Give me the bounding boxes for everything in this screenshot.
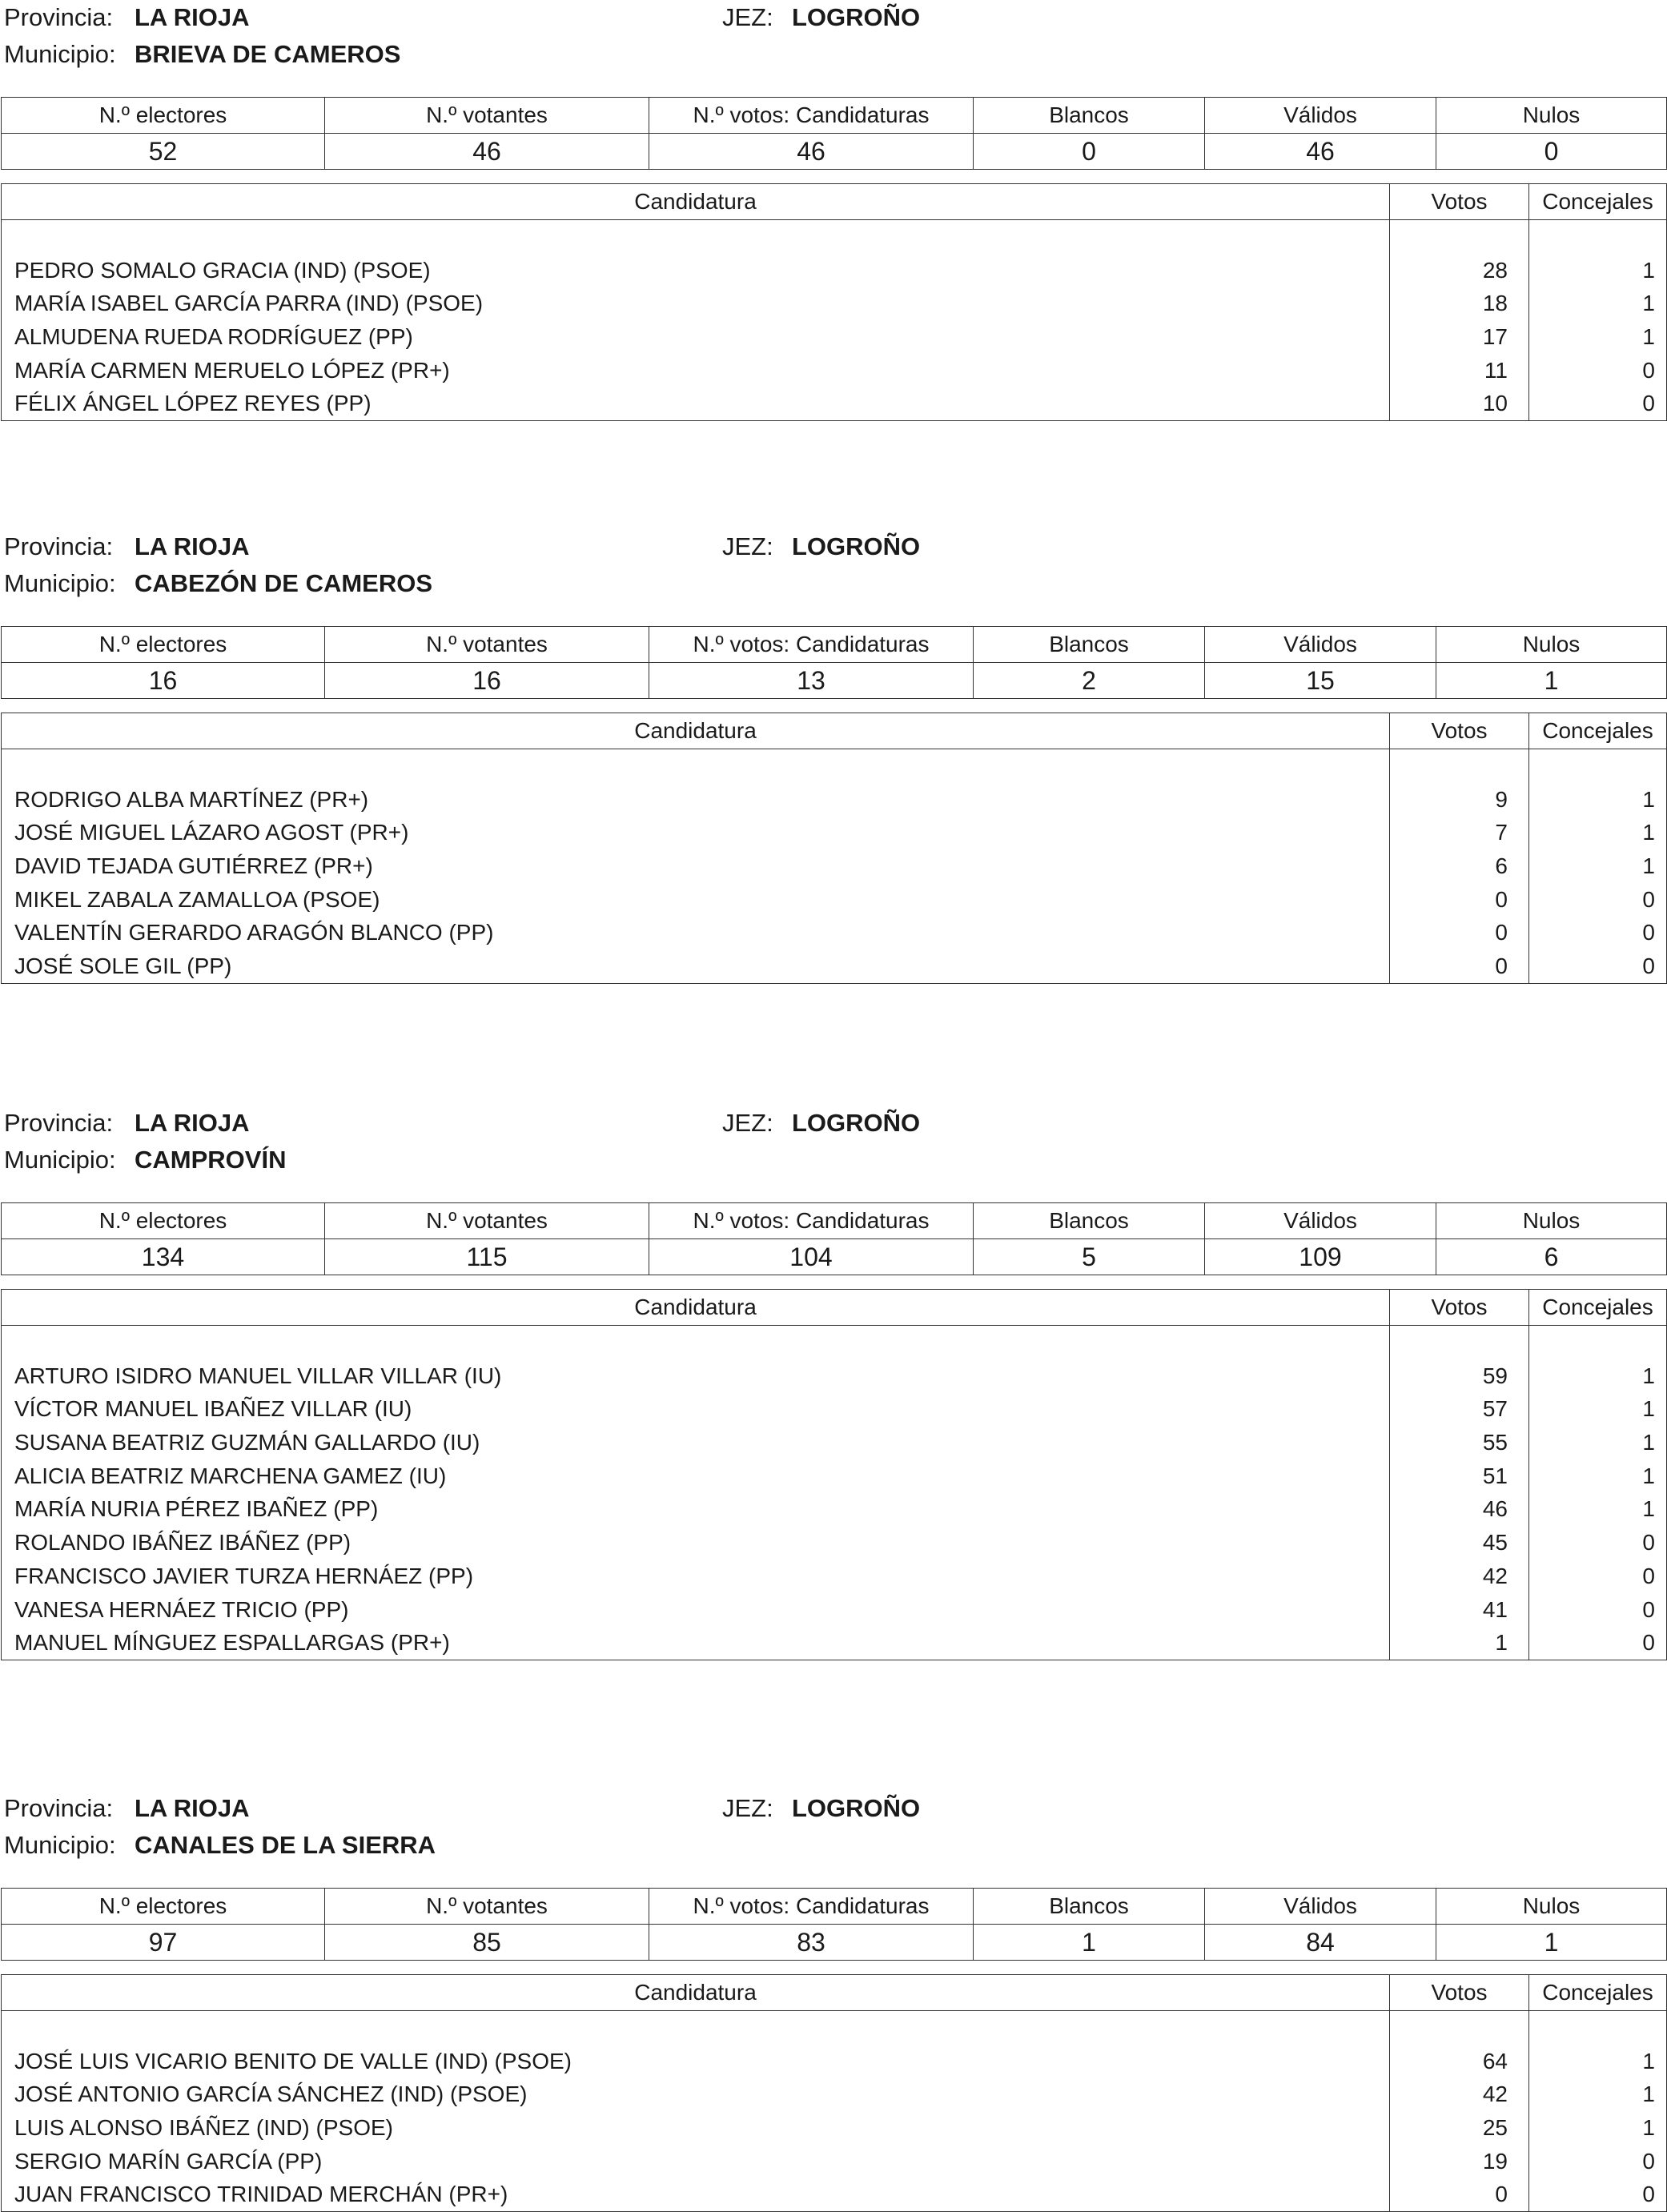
validos-header: Válidos [1205, 1203, 1436, 1239]
candidates-table [1, 713, 1667, 984]
electores-header: N.º electores [2, 1889, 325, 1925]
candidate-votos: 41 [1482, 1596, 1508, 1622]
provincia-label: Provincia: [4, 532, 114, 560]
candidate-votos: 42 [1482, 2082, 1508, 2107]
section-header [0, 0, 1667, 74]
candidate-votes [1390, 1326, 1529, 1660]
validos-header: Válidos [1205, 627, 1436, 663]
votos-candidaturas-value: 104 [649, 1239, 974, 1275]
summary-table [1, 1888, 1667, 1961]
votos-candidaturas-header: N.º votos: Candidaturas [649, 1889, 974, 1925]
candidatura-header: Candidatura [2, 713, 1390, 749]
candidate-names [2, 220, 1390, 421]
candidate-name: LUIS ALONSO IBÁÑEZ (IND) (PSOE) [14, 2115, 393, 2141]
votantes-value: 115 [325, 1239, 649, 1275]
candidate-votos: 11 [1484, 357, 1508, 383]
candidate-concejales-value: 1 [1642, 1363, 1655, 1388]
candidate-names [2, 2011, 1390, 2212]
concejales-header: Concejales [1529, 713, 1667, 749]
jez-value: LOGROÑO [792, 1109, 921, 1137]
candidate-votos: 55 [1482, 1430, 1508, 1455]
candidate-name: MARÍA NURIA PÉREZ IBAÑEZ (PP) [14, 1496, 379, 1522]
candidate-votos: 59 [1482, 1363, 1508, 1388]
candidate-concejales-value: 0 [1642, 1596, 1655, 1622]
candidate-votos: 10 [1482, 391, 1508, 416]
summary-header-row [2, 98, 1667, 134]
candidate-concejales [1529, 2011, 1667, 2212]
candidate-name: MIKEL ZABALA ZAMALLOA (PSOE) [14, 886, 380, 912]
nulos-value: 0 [1436, 134, 1667, 170]
votos-candidaturas-value: 83 [649, 1925, 974, 1961]
candidate-votos: 42 [1482, 1563, 1508, 1588]
municipality-section [0, 529, 1667, 979]
votos-candidaturas-value: 46 [649, 134, 974, 170]
candidate-name: VALENTÍN GERARDO ARAGÓN BLANCO (PP) [14, 920, 494, 945]
votos-candidaturas-header: N.º votos: Candidaturas [649, 1203, 974, 1239]
candidate-concejales-value: 1 [1642, 853, 1655, 879]
candidate-concejales-value: 1 [1642, 2115, 1655, 2141]
candidate-votos: 25 [1482, 2115, 1508, 2141]
candidates-table [1, 1974, 1667, 2212]
candidate-name: SERGIO MARÍN GARCÍA (PP) [14, 2148, 323, 2174]
provincia-label: Provincia: [4, 1794, 114, 1822]
candidate-concejales-value: 0 [1642, 886, 1655, 912]
candidate-concejales-value: 1 [1642, 257, 1655, 283]
provincia-value: LA RIOJA [135, 532, 250, 560]
validos-value: 15 [1205, 663, 1436, 699]
concejales-header: Concejales [1529, 184, 1667, 220]
electores-value: 16 [2, 663, 325, 699]
provincia-value: LA RIOJA [135, 3, 250, 31]
candidate-votes [1390, 220, 1529, 421]
candidate-concejales-value: 0 [1642, 357, 1655, 383]
candidate-name: FÉLIX ÁNGEL LÓPEZ REYES (PP) [14, 391, 372, 416]
candidate-votos: 0 [1495, 920, 1508, 945]
candidate-votos: 0 [1495, 886, 1508, 912]
candidate-votos: 19 [1482, 2148, 1508, 2174]
validos-value: 84 [1205, 1925, 1436, 1961]
candidate-concejales-value: 0 [1642, 1630, 1655, 1656]
candidate-concejales-value: 1 [1642, 786, 1655, 812]
municipio-label: Municipio: [4, 569, 116, 597]
candidate-votos: 64 [1482, 2048, 1508, 2073]
votos-candidaturas-header: N.º votos: Candidaturas [649, 98, 974, 134]
nulos-header: Nulos [1436, 1203, 1667, 1239]
candidate-name: MARÍA CARMEN MERUELO LÓPEZ (PR+) [14, 357, 450, 383]
municipio-value: CAMPROVÍN [135, 1146, 287, 1174]
section-header [0, 1791, 1667, 1865]
nulos-value: 1 [1436, 1925, 1667, 1961]
electores-value: 52 [2, 134, 325, 170]
summary-table [1, 97, 1667, 170]
jez-label: JEZ: [722, 1794, 773, 1822]
candidate-name: JOSÉ SOLE GIL (PP) [14, 953, 232, 979]
candidate-concejales-value: 0 [1642, 1563, 1655, 1588]
concejales-header: Concejales [1529, 1290, 1667, 1326]
validos-value: 109 [1205, 1239, 1436, 1275]
candidate-concejales-value: 1 [1642, 1463, 1655, 1488]
electores-value: 97 [2, 1925, 325, 1961]
provincia-label: Provincia: [4, 3, 114, 31]
candidates-header-row [2, 1975, 1667, 2011]
candidate-name: SUSANA BEATRIZ GUZMÁN GALLARDO (IU) [14, 1430, 480, 1455]
blancos-header: Blancos [974, 1203, 1205, 1239]
candidate-concejales [1529, 220, 1667, 421]
votos-candidaturas-header: N.º votos: Candidaturas [649, 627, 974, 663]
candidate-name: VÍCTOR MANUEL IBAÑEZ VILLAR (IU) [14, 1396, 412, 1422]
candidate-votos: 0 [1495, 953, 1508, 979]
candidate-name: JOSÉ MIGUEL LÁZARO AGOST (PR+) [14, 820, 409, 845]
candidate-concejales-value: 1 [1642, 2082, 1655, 2107]
candidate-concejales-value: 1 [1642, 820, 1655, 845]
municipio-value: BRIEVA DE CAMEROS [135, 40, 401, 68]
summary-value-row [2, 1239, 1667, 1275]
candidate-votos: 57 [1482, 1396, 1508, 1422]
blancos-value: 0 [974, 134, 1205, 170]
municipality-section [0, 1106, 1667, 1656]
candidate-name: JUAN FRANCISCO TRINIDAD MERCHÁN (PR+) [14, 2182, 508, 2207]
blancos-value: 1 [974, 1925, 1205, 1961]
candidate-name: RODRIGO ALBA MARTÍNEZ (PR+) [14, 786, 369, 812]
candidate-concejales [1529, 1326, 1667, 1660]
candidate-concejales-value: 1 [1642, 1496, 1655, 1522]
votantes-header: N.º votantes [325, 627, 649, 663]
candidate-votos: 9 [1495, 786, 1508, 812]
candidates-table [1, 183, 1667, 421]
candidate-name: ROLANDO IBÁÑEZ IBÁÑEZ (PP) [14, 1530, 351, 1556]
votos-header: Votos [1390, 1290, 1529, 1326]
votantes-value: 16 [325, 663, 649, 699]
blancos-header: Blancos [974, 98, 1205, 134]
jez-value: LOGROÑO [792, 3, 921, 31]
candidates-body [2, 2011, 1667, 2212]
candidate-name: DAVID TEJADA GUTIÉRREZ (PR+) [14, 853, 373, 879]
candidatura-header: Candidatura [2, 184, 1390, 220]
candidate-name: ALMUDENA RUEDA RODRÍGUEZ (PP) [14, 324, 413, 350]
blancos-value: 2 [974, 663, 1205, 699]
candidate-concejales-value: 0 [1642, 391, 1655, 416]
votantes-header: N.º votantes [325, 98, 649, 134]
candidate-name: VANESA HERNÁEZ TRICIO (PP) [14, 1596, 349, 1622]
nulos-header: Nulos [1436, 627, 1667, 663]
summary-value-row [2, 1925, 1667, 1961]
validos-header: Válidos [1205, 98, 1436, 134]
summary-table [1, 626, 1667, 699]
candidate-concejales-value: 0 [1642, 920, 1655, 945]
nulos-header: Nulos [1436, 1889, 1667, 1925]
electores-header: N.º electores [2, 98, 325, 134]
candidate-name: MANUEL MÍNGUEZ ESPALLARGAS (PR+) [14, 1630, 450, 1656]
candidatura-header: Candidatura [2, 1290, 1390, 1326]
summary-header-row [2, 627, 1667, 663]
candidate-votes [1390, 2011, 1529, 2212]
section-header [0, 1106, 1667, 1179]
candidate-concejales-value: 0 [1642, 1530, 1655, 1556]
electores-header: N.º electores [2, 627, 325, 663]
candidates-body [2, 1326, 1667, 1660]
municipality-section [0, 1791, 1667, 2207]
summary-value-row [2, 134, 1667, 170]
votos-candidaturas-value: 13 [649, 663, 974, 699]
candidate-concejales-value: 0 [1642, 953, 1655, 979]
municipio-label: Municipio: [4, 1146, 116, 1174]
votantes-header: N.º votantes [325, 1889, 649, 1925]
candidate-concejales-value: 0 [1642, 2148, 1655, 2174]
candidates-header-row [2, 1290, 1667, 1326]
candidate-name: ARTURO ISIDRO MANUEL VILLAR VILLAR (IU) [14, 1363, 502, 1388]
candidate-concejales-value: 1 [1642, 2048, 1655, 2073]
blancos-header: Blancos [974, 1889, 1205, 1925]
jez-value: LOGROÑO [792, 532, 921, 560]
candidates-header-row [2, 713, 1667, 749]
candidate-name: JOSÉ ANTONIO GARCÍA SÁNCHEZ (IND) (PSOE) [14, 2082, 528, 2107]
candidate-name: PEDRO SOMALO GRACIA (IND) (PSOE) [14, 257, 431, 283]
nulos-value: 1 [1436, 663, 1667, 699]
municipio-value: CABEZÓN DE CAMEROS [135, 569, 433, 597]
candidate-concejales-value: 1 [1642, 1396, 1655, 1422]
validos-value: 46 [1205, 134, 1436, 170]
electores-value: 134 [2, 1239, 325, 1275]
votantes-value: 46 [325, 134, 649, 170]
jez-value: LOGROÑO [792, 1794, 921, 1822]
candidate-names [2, 1326, 1390, 1660]
candidate-name: MARÍA ISABEL GARCÍA PARRA (IND) (PSOE) [14, 291, 484, 316]
jez-label: JEZ: [722, 532, 773, 560]
candidate-votos: 51 [1482, 1463, 1508, 1488]
candidate-name: JOSÉ LUIS VICARIO BENITO DE VALLE (IND) (PSOE) [14, 2048, 572, 2073]
votos-header: Votos [1390, 713, 1529, 749]
candidatura-header: Candidatura [2, 1975, 1390, 2011]
candidate-concejales-value: 1 [1642, 1430, 1655, 1455]
candidate-names [2, 749, 1390, 984]
blancos-header: Blancos [974, 627, 1205, 663]
municipio-value: CANALES DE LA SIERRA [135, 1831, 436, 1859]
blancos-value: 5 [974, 1239, 1205, 1275]
candidate-concejales-value: 1 [1642, 291, 1655, 316]
candidates-header-row [2, 184, 1667, 220]
municipality-section [0, 0, 1667, 416]
candidate-votos: 6 [1495, 853, 1508, 879]
candidate-name: FRANCISCO JAVIER TURZA HERNÁEZ (PP) [14, 1563, 474, 1588]
votantes-value: 85 [325, 1925, 649, 1961]
candidate-votos: 1 [1495, 1630, 1508, 1656]
summary-header-row [2, 1203, 1667, 1239]
validos-header: Válidos [1205, 1889, 1436, 1925]
summary-header-row [2, 1889, 1667, 1925]
provincia-value: LA RIOJA [135, 1109, 250, 1137]
concejales-header: Concejales [1529, 1975, 1667, 2011]
candidate-concejales [1529, 749, 1667, 984]
summary-value-row [2, 663, 1667, 699]
provincia-label: Provincia: [4, 1109, 114, 1137]
candidate-votos: 46 [1482, 1496, 1508, 1522]
summary-table [1, 1202, 1667, 1275]
candidate-concejales-value: 0 [1642, 2182, 1655, 2207]
candidate-concejales-value: 1 [1642, 324, 1655, 350]
municipio-label: Municipio: [4, 40, 116, 68]
candidate-votos: 28 [1482, 257, 1508, 283]
candidate-votos: 18 [1482, 291, 1508, 316]
electores-header: N.º electores [2, 1203, 325, 1239]
votos-header: Votos [1390, 1975, 1529, 2011]
jez-label: JEZ: [722, 3, 773, 31]
jez-label: JEZ: [722, 1109, 773, 1137]
nulos-header: Nulos [1436, 98, 1667, 134]
votos-header: Votos [1390, 184, 1529, 220]
candidate-votos: 0 [1495, 2182, 1508, 2207]
candidate-name: ALICIA BEATRIZ MARCHENA GAMEZ (IU) [14, 1463, 447, 1488]
candidate-votos: 7 [1495, 820, 1508, 845]
candidate-votos: 45 [1482, 1530, 1508, 1556]
provincia-value: LA RIOJA [135, 1794, 250, 1822]
section-header [0, 529, 1667, 603]
candidates-body [2, 220, 1667, 421]
candidates-table [1, 1289, 1667, 1660]
candidate-votos: 17 [1482, 324, 1508, 350]
nulos-value: 6 [1436, 1239, 1667, 1275]
candidate-votes [1390, 749, 1529, 984]
votantes-header: N.º votantes [325, 1203, 649, 1239]
municipio-label: Municipio: [4, 1831, 116, 1859]
candidates-body [2, 749, 1667, 984]
